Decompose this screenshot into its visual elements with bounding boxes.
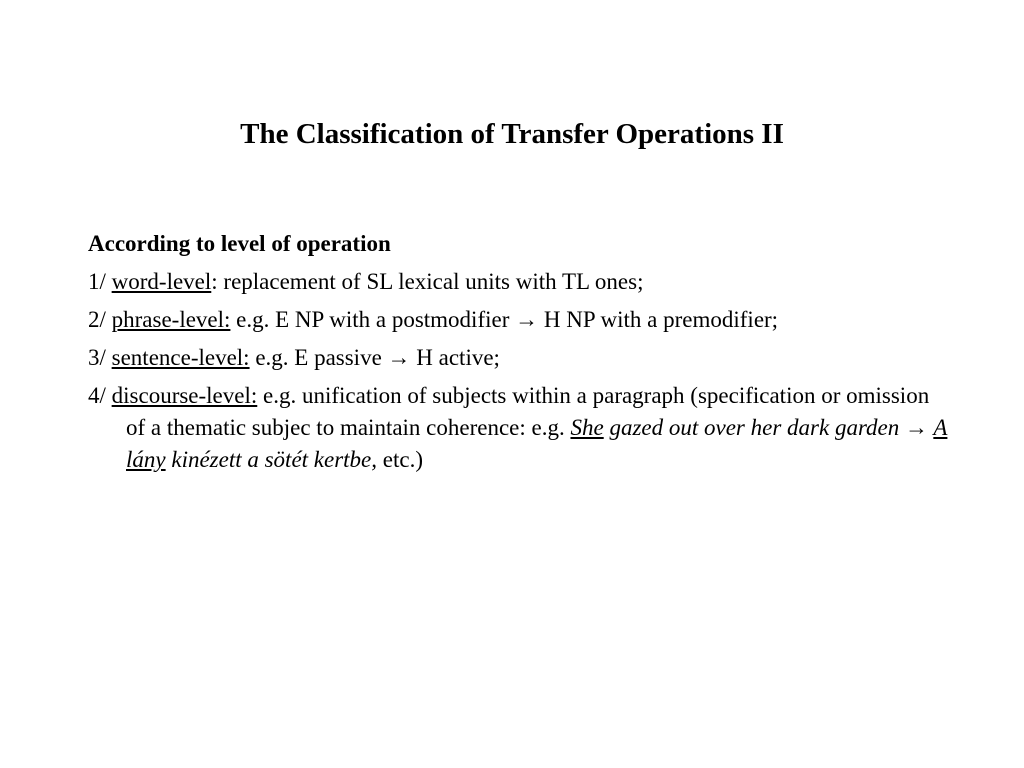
example-end: etc.): [377, 447, 423, 472]
item-text: : replacement of SL lexical units with TL ones;: [211, 269, 644, 294]
item-number: 1/: [88, 269, 112, 294]
example-subject-hu: A lány: [126, 415, 948, 472]
item-number: 3/: [88, 345, 112, 370]
section-heading: According to level of operation: [88, 231, 391, 256]
example-subject-en: She: [570, 415, 604, 440]
item-text: e.g. unification of subjects within a paragraph (specification or omission of a thematic subjec to maintain coherence: e.g.: [126, 383, 930, 440]
item-term: discourse-level:: [111, 383, 258, 408]
list-item-discourse-level: [88, 380, 948, 476]
item-number: 2/: [88, 307, 112, 332]
item-term: sentence-level:: [111, 345, 250, 370]
slide-body: [88, 228, 948, 482]
item-term: phrase-level:: [111, 307, 231, 332]
item-number: 4/: [88, 383, 112, 408]
item-text: e.g. E passive → H active;: [249, 345, 500, 370]
item-text: e.g. E NP with a postmodifier → H NP with a premodifier;: [230, 307, 779, 332]
item-term: word-level: [111, 269, 212, 294]
list-item-word-level: [88, 266, 948, 298]
slide-title: The Classification of Transfer Operations II: [240, 118, 784, 150]
example-sentence-hu: kinézett a sötét kertbe,: [165, 447, 378, 472]
example-sentence-en: gazed out over her dark garden →: [603, 415, 934, 440]
list-item-sentence-level: [88, 342, 948, 374]
list-item-phrase-level: [88, 304, 948, 336]
